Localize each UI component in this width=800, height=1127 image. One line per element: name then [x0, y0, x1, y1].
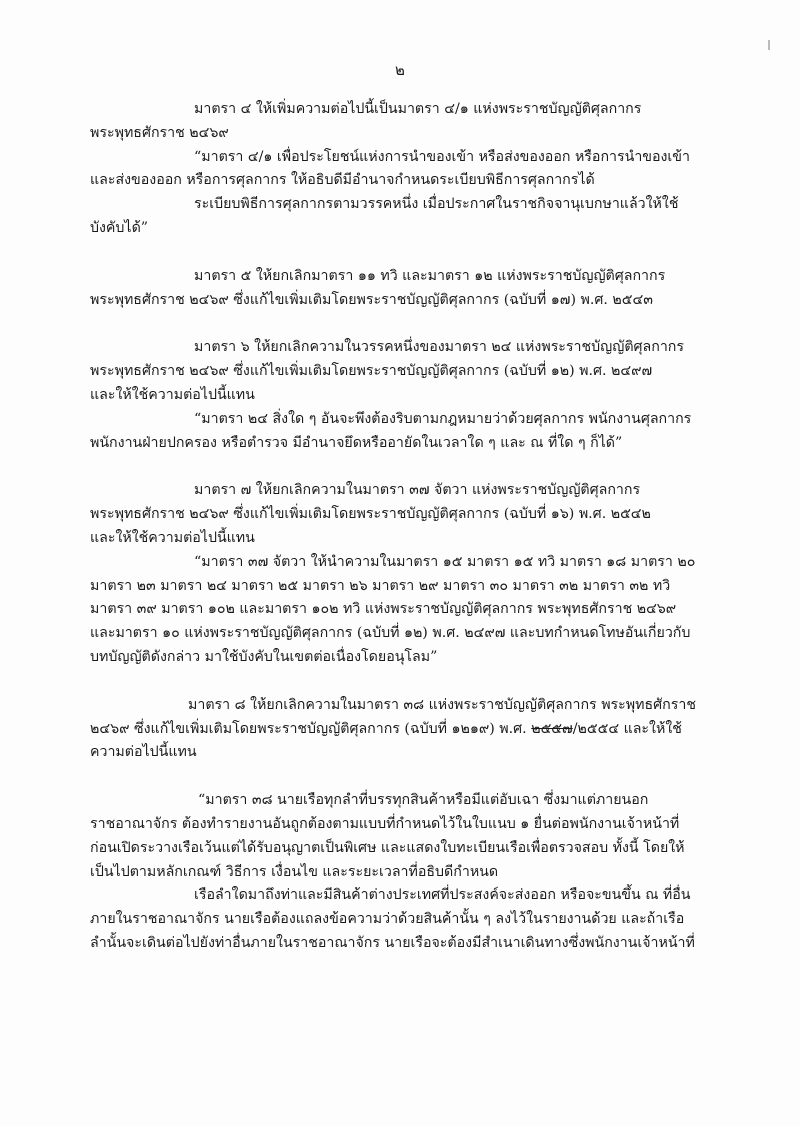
- paragraph-line: มาตรา ๓๙ มาตรา ๑๐๒ และมาตรา ๑๐๒ ทวิ แห่งพระราชบัญญัติศุลกากร พระพุทธศักราช ๒๔๖๙: [90, 601, 677, 618]
- paragraph-line: มาตรา ๕ ให้ยกเลิกมาตรา ๑๑ ทวิ และมาตรา ๑๒ แห่งพระราชบัญญัติศุลกากร: [194, 267, 666, 284]
- paragraph-line: “มาตรา ๓๗ จัตวา ให้นำความในมาตรา ๑๕ มาตรา ๑๕ ทวิ มาตรา ๑๘ มาตรา ๒๐: [194, 553, 696, 570]
- paragraph-line: มาตรา ๘ ให้ยกเลิกความในมาตรา ๓๘ แห่งพระราชบัญญัติศุลกากร พระพุทธศักราช: [188, 696, 696, 713]
- section-6: [90, 336, 710, 455]
- paragraph-line: และให้ใช้ความต่อไปนี้แทน: [90, 529, 255, 546]
- paragraph-line-amended: ๒๔๖๙ ซึ่งแก้ไขเพิ่มเติมโดยพระราชบัญญัติศุลกากร (ฉบับที่ ๑๒๑๙) พ.ศ. ๒๕๕๗/๒๕๕๔ และให้ใช้: [90, 720, 682, 737]
- amended-text: ๒๔๖๙ ซึ่งแก้ไขเพิ่มเติมโดยพระราชบัญญัติศุลกากร (ฉบับที่: [90, 720, 447, 737]
- amended-text: และให้ใช้: [623, 720, 682, 737]
- section-7: [90, 479, 710, 669]
- paragraph-line: เป็นไปตามหลักเกณฑ์ วิธีการ เงื่อนไข และระยะเวลาที่อธิบดีกำหนด: [90, 863, 499, 880]
- scan-mark: [768, 40, 770, 50]
- paragraph-line: บทบัญญัติดังกล่าว มาใช้บังคับในเขตต่อเนื่องโดยอนุโลม”: [90, 648, 438, 665]
- paragraph-line: บังคับได้”: [90, 219, 149, 236]
- paragraph-line: พนักงานฝ่ายปกครอง หรือตำรวจ มีอำนาจยึดหรืออายัดในเวลาใด ๆ และ ณ ที่ใด ๆ ก็ได้”: [90, 434, 623, 451]
- page-number: ๒: [395, 61, 405, 79]
- paragraph-line: มาตรา ๒๓ มาตรา ๒๔ มาตรา ๒๕ มาตรา ๒๖ มาตรา ๒๙ มาตรา ๓๐ มาตรา ๓๒ มาตรา ๓๒ ทวิ: [90, 577, 671, 594]
- paragraph-line: “มาตรา ๒๔ สิ่งใด ๆ อันจะพึงต้องริบตามกฎหมายว่าด้วยศุลกากร พนักงานศุลกากร: [194, 410, 692, 427]
- paragraph-line: ความต่อไปนี้แทน: [90, 744, 197, 761]
- section-38-text: [90, 789, 710, 956]
- paragraph-line: และให้ใช้ความต่อไปนี้แทน: [90, 386, 255, 403]
- paragraph-line: ระเบียบพิธีการศุลกากรตามวรรคหนึ่ง เมื่อประกาศในราชกิจจานุเบกษาแล้วให้ใช้: [194, 196, 679, 213]
- paragraph-line: พระพุทธศักราช ๒๔๖๙ ซึ่งแก้ไขเพิ่มเติมโดยพระราชบัญญัติศุลกากร (ฉบับที่ ๑๗) พ.ศ. ๒๕๔๓: [90, 291, 653, 308]
- paragraph-line: และมาตรา ๑๐ แห่งพระราชบัญญัติศุลกากร (ฉบับที่ ๑๒) พ.ศ. ๒๔๙๗ และบทกำหนดโทษอันเกี่ยวกับ: [90, 625, 691, 642]
- paragraph-line: มาตรา ๖ ให้ยกเลิกความในวรรคหนึ่งของมาตรา ๒๔ แห่งพระราชบัญญัติศุลกากร: [194, 339, 685, 356]
- paragraph-line: ก่อนเปิดระวางเรือเว้นแต่ได้รับอนุญาตเป็นพิเศษ และแสดงใบทะเบียนเรือเพื่อตรวจสอบ ทั้งนี้ โดยให้: [90, 839, 685, 856]
- paragraph-line: มาตรา ๔ ให้เพิ่มความต่อไปนี้เป็นมาตรา ๔/๑ แห่งพระราชบัญญัติศุลกากร: [194, 101, 642, 117]
- handwritten-edit-year: ๒๕๕๔: [577, 720, 620, 737]
- paragraph-line: พระพุทธศักราช ๒๔๖๙ ซึ่งแก้ไขเพิ่มเติมโดยพระราชบัญญัติศุลกากร (ฉบับที่ ๑๖) พ.ศ. ๒๕๔๒: [90, 506, 651, 523]
- struck-out-year: ๒๕๕๗: [531, 720, 573, 737]
- paragraph-line: พระพุทธศักราช ๒๔๖๙: [90, 124, 229, 141]
- amended-text: ) พ.ศ.: [489, 720, 527, 737]
- paragraph-line: ภายในราชอาณาจักร นายเรือต้องแถลงข้อความว่าด้วยสินค้านั้น ๆ ลงไว้ในรายงานด้วย และถ้าเรือ: [90, 911, 685, 928]
- paragraph-line: พระพุทธศักราช ๒๔๖๙ ซึ่งแก้ไขเพิ่มเติมโดยพระราชบัญญัติศุลกากร (ฉบับที่ ๑๒) พ.ศ. ๒๔๙๗: [90, 363, 653, 380]
- paragraph-line: มาตรา ๗ ให้ยกเลิกความในมาตรา ๓๗ จัตวา แห่งพระราชบัญญัติศุลกากร: [194, 482, 641, 499]
- section-5: [90, 265, 710, 313]
- paragraph-line: “มาตรา ๔/๑ เพื่อประโยชน์แห่งการนำของเข้า หรือส่งของออก หรือการนำของเข้า: [194, 148, 690, 165]
- document-body: [90, 98, 710, 956]
- paragraph-line: เรือลำใดมาถึงท่าและมีสินค้าต่างประเทศที่ประสงค์จะส่งออก หรือจะขนขึ้น ณ ที่อื่น: [194, 887, 691, 904]
- section-8: [90, 694, 710, 765]
- paragraph-line: ลำนั้นจะเดินต่อไปยังท่าอื่นภายในราชอาณาจักร นายเรือจะต้องมีสำเนาเดินทางซึ่งพนักงานเจ้าหน้าที่: [90, 934, 695, 951]
- paragraph-line: “มาตรา ๓๘ นายเรือทุกลำที่บรรทุกสินค้าหรือมีแต่อับเฉา ซึ่งมาแต่ภายนอก: [198, 792, 649, 809]
- section-4: [90, 98, 710, 241]
- paragraph-line: ราชอาณาจักร ต้องทำรายงานอันถูกต้องตามแบบที่กำหนดไว้ในใบแนบ ๑ ยื่นต่อพนักงานเจ้าหน้าที่: [90, 815, 680, 832]
- handwritten-edit-issue-number: ๑๒๑๙: [451, 720, 490, 737]
- paragraph-line: และส่งของออก หรือการศุลกากร ให้อธิบดีมีอำนาจกำหนดระเบียบพิธีการศุลกากรได้: [90, 172, 595, 189]
